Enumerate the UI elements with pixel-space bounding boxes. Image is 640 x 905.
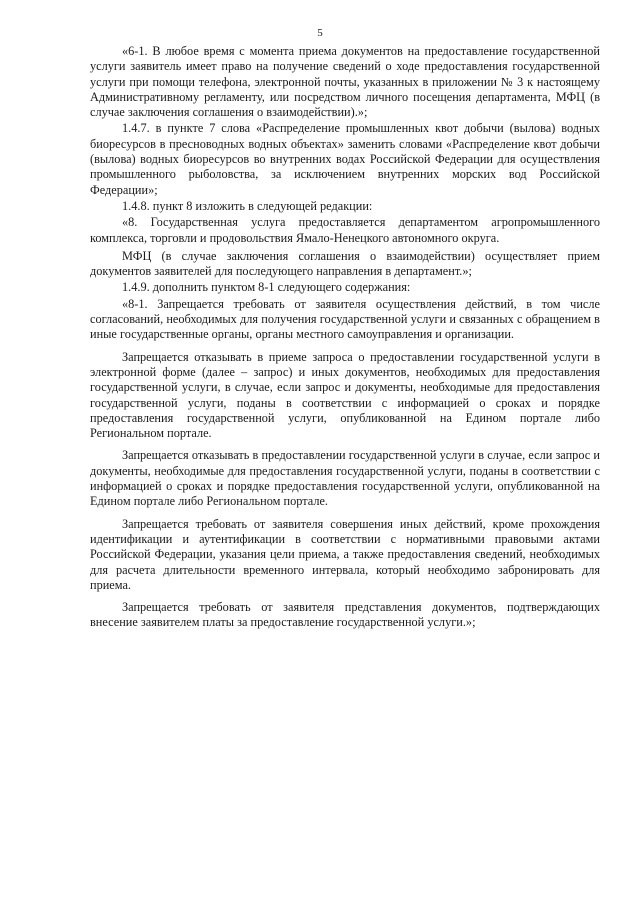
document-body [90, 44, 600, 632]
paragraph-payment-documents: Запрещается требовать от заявителя представления документов, подтверждающих внесение заявителем платы за предоставление государственной услуги.»; [90, 600, 600, 630]
page-number: 5 [317, 27, 323, 39]
paragraph-1-4-9: 1.4.9. дополнить пунктом 8-1 следующего содержания: [122, 280, 411, 295]
paragraph-6-1: «6-1. В любое время с момента приема документов на предоставление государственной услуги заявитель имеет право на получение сведений о ходе предоставления государственной услуги при помощи телефона, электронной почты, указанных в приложении № 3 к настоящему Административному регламенту, или посредством личного посещения департамента, МФЦ (в случае заключения соглашения о взаимодействии).»; [90, 44, 600, 120]
paragraph-8-1: «8-1. Запрещается требовать от заявителя осуществления действий, в том числе согласований, необходимых для получения государственной услуги и связанных с обращением в иные государственные органы, органы местного самоуправления и организации. [90, 296, 600, 342]
paragraph-refusal-reception: Запрещается отказывать в приеме запроса о предоставлении государственной услуги в электронной форме (далее – запрос) и иных документов, необходимых для предоставления государственной услуги, в случае, если запрос и документы, необходимые для предоставления государственной услуги, поданы в соответствии с информацией о сроках и порядке предоставления государственной услуги, опубликованной на Едином портале либо Региональном портале. [90, 349, 600, 441]
paragraph-identification: Запрещается требовать от заявителя совершения иных действий, кроме прохождения идентификации и аутентификации в соответствии с нормативными правовыми актами Российской Федерации, указания цели приема, а также предоставления сведений, необходимых для расчета длительности временного интервала, который необходимо забронировать для приема. [90, 516, 600, 592]
paragraph-8: «8. Государственная услуга предоставляется департаментом агропромышленного комплекса, торговли и продовольствия Ямало-Ненецкого автономного округа. [90, 215, 600, 245]
paragraph-refusal-provision: Запрещается отказывать в предоставлении государственной услуги в случае, если запрос и документы, необходимые для предоставления государственной услуги, поданы в соответствии с информацией о сроках и порядке предоставления государственной услуги, опубликованной на Едином портале либо Региональном портале. [90, 448, 600, 509]
paragraph-mfc: МФЦ (в случае заключения соглашения о взаимодействии) осуществляет прием документов заявителей для последующего направления в департамент.»; [90, 248, 600, 279]
paragraph-1-4-8: 1.4.8. пункт 8 изложить в следующей редакции: [122, 198, 373, 213]
paragraph-1-4-7: 1.4.7. в пункте 7 слова «Распределение промышленных квот добычи (вылова) водных биоресурсов в пресноводных водных объектах» заменить словами «Распределение квот добычи (вылова) водных биоресурсов во внутренних водах Российской Федерации для осуществления промышленного рыболовства, за исключением внутренних морских вод Российской Федерации»; [90, 121, 600, 197]
